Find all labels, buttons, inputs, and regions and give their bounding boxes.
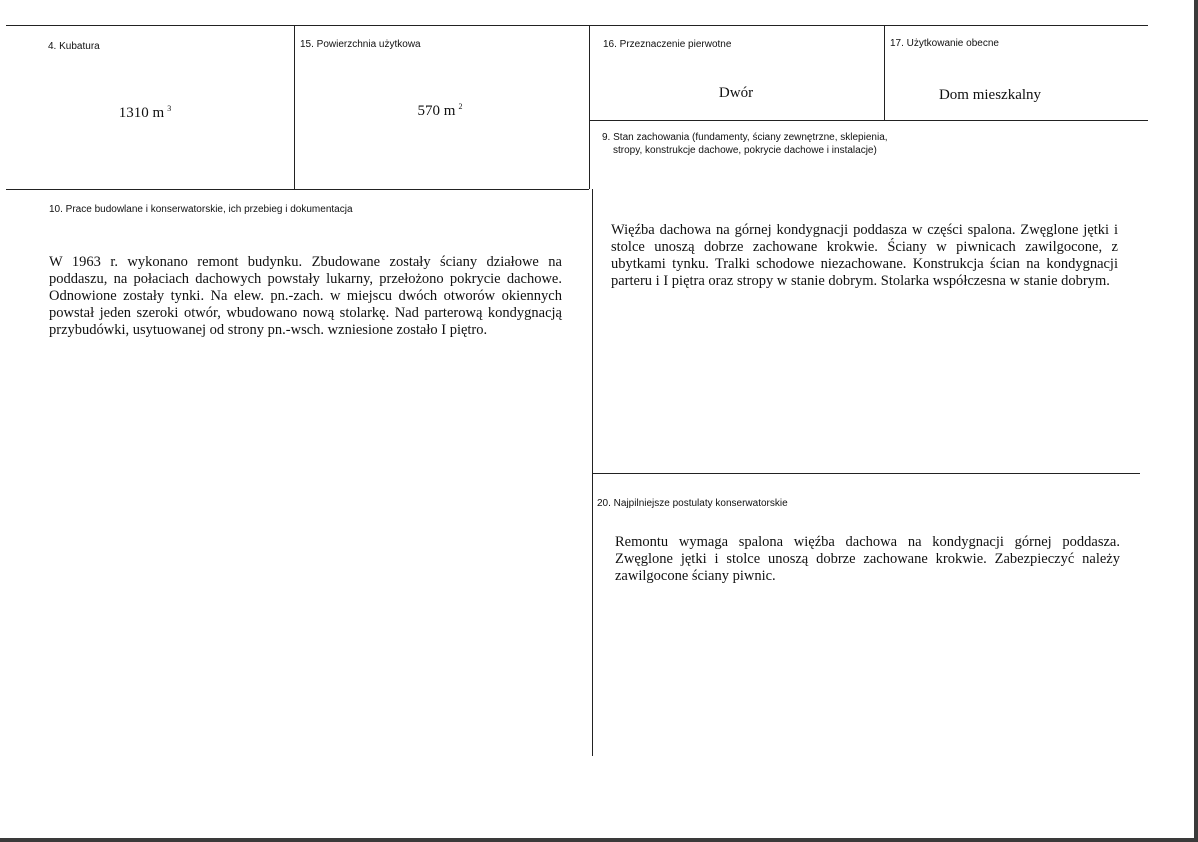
stan-label-line2: stropy, konstrukcje dachowe, pokrycie dachowe i instalacje) (613, 145, 877, 156)
kubatura-value-text: 1310 m (118, 105, 165, 121)
stan-label-line1: 9. Stan zachowania (fundamenty, ściany zewnętrzne, sklepienia, (602, 132, 888, 143)
uzytkowanie-value: Dom mieszkalny (938, 87, 1042, 103)
postulaty-label: 20. Najpilniejsze postulaty konserwatorskie (597, 498, 788, 509)
powierzchnia-value (355, 102, 525, 120)
postulaty-paragraph: Remontu wymaga spalona więźba dachowa na kondygnacji górnej poddasza. Zwęglone jętki i stolce unoszą dobrze zachowane krokwie. Zabezpieczyć należy zawilgocone ściany piwnic. (615, 534, 1120, 584)
prace-text (49, 254, 562, 339)
row-divider-right-upper (589, 120, 1148, 121)
row-divider-right-lower (593, 473, 1140, 474)
powierzchnia-value-text: 570 m (417, 103, 456, 119)
top-border-line (6, 25, 1148, 26)
powierzchnia-label: 15. Powierzchnia użytkowa (300, 39, 421, 50)
scan-edge-right (1194, 0, 1198, 842)
column-divider-center-top (589, 25, 590, 189)
kubatura-unit-exponent: 3 (167, 104, 172, 113)
scan-edge-bottom (0, 838, 1198, 842)
postulaty-text (615, 534, 1120, 585)
column-divider-left (294, 25, 295, 189)
row-divider-left (6, 189, 589, 190)
stan-text (611, 222, 1118, 290)
przeznaczenie-label: 16. Przeznaczenie pierwotne (603, 39, 732, 50)
kubatura-value (60, 104, 230, 122)
kubatura-label: 4. Kubatura (48, 41, 100, 52)
stan-paragraph: Więźba dachowa na górnej kondygnacji poddasza w części spalona. Zwęglone jętki i stolce unoszą dobrze zachowane krokwie. Ściany w piwnicach zawilgocone, z ubytkami tynku. Tralki schodowe niezachowane. Konstrukcja ścian na kondygnacji parteru i I piętra oraz stropy w stanie dobrym. Stolarka współczesna w stanie dobrym. (611, 222, 1118, 289)
przeznaczenie-value: Dwór (718, 85, 754, 101)
prace-label: 10. Prace budowlane i konserwatorskie, ich przebieg i dokumentacja (49, 204, 353, 215)
column-divider-right (884, 25, 885, 120)
powierzchnia-unit-exponent: 2 (458, 102, 463, 111)
uzytkowanie-label: 17. Użytkowanie obecne (890, 38, 999, 49)
column-divider-center (592, 189, 593, 756)
prace-paragraph: W 1963 r. wykonano remont budynku. Zbudowane zostały ściany działowe na poddaszu, na połaciach dachowych powstały lukarny, przełożono pokrycie dachowe. Odnowione zostały tynki. Na elew. pn.-zach. w miejscu dwóch otworów okiennych powstał jeden szeroki otwór, wbudowano nową stolarkę. Nad parterową kondygnacją przybudówki, usytuowanej od strony pn.-wsch. wzniesione zostało I piętro. (49, 254, 562, 338)
